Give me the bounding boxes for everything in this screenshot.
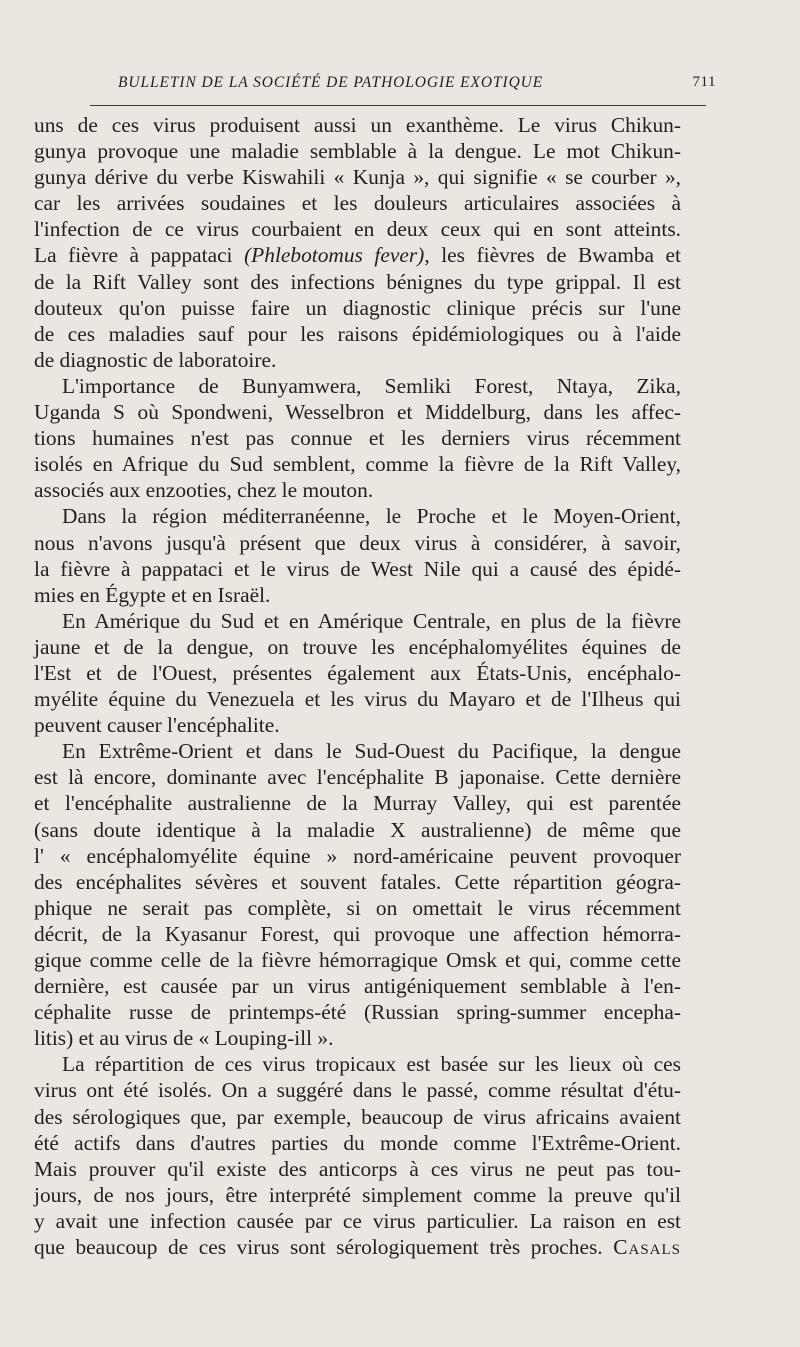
text-line: Dans la région méditerranéenne, le Proche et le Moyen-Orient, <box>62 504 681 529</box>
text-line: la fièvre à pappataci et le virus de West Nile qui a causé des épidé- <box>34 556 681 581</box>
text-line: gunya dérive du verbe Kiswahili « Kunja », qui signifie « se courber », <box>34 165 681 190</box>
text-line: Mais prouver qu'il existe des anticorps à ces virus ne peut pas tou- <box>34 1156 681 1181</box>
text-line <box>34 1234 681 1260</box>
text-line: En Extrême-Orient et dans le Sud-Ouest du Pacifique, la dengue <box>62 739 681 764</box>
body-text <box>34 112 681 1260</box>
text-line: dernière, est causée par un virus antigéniquement semblable à l'en- <box>34 974 681 999</box>
text-line: été actifs dans d'autres parties du monde comme l'Extrême-Orient. <box>34 1130 681 1155</box>
text-line <box>34 242 681 268</box>
text-line: est là encore, dominante avec l'encéphalite B japonaise. Cette dernière <box>34 765 681 790</box>
text-line: des sérologiques que, par exemple, beaucoup de virus africains avaient <box>34 1104 681 1129</box>
text-line: peuvent causer l'encéphalite. <box>34 713 280 738</box>
text-line: gique comme celle de la fièvre hémorragique Omsk et qui, comme cette <box>34 948 681 972</box>
header-rule <box>90 105 706 106</box>
text-line: de la Rift Valley sont des infections bénignes du type grippal. Il est <box>34 269 681 294</box>
text-line: mies en Égypte et en Israël. <box>34 582 271 607</box>
text-line: myélite équine du Venezuela et les virus du Mayaro et de l'Ilheus qui <box>34 687 681 712</box>
text-line: l'infection de ce virus courbaient en deux ceux qui en sont atteints. <box>34 217 681 242</box>
text-line: y avait une infection causée par ce virus particulier. La raison en est <box>34 1208 681 1233</box>
text-line: et l'encéphalite australienne de la Murray Valley, qui est parentée <box>34 791 681 816</box>
text-run: La fièvre à pappataci <box>34 243 245 268</box>
text-line: céphalite russe de printemps-été (Russian spring-summer encepha- <box>34 1000 681 1025</box>
text-line: isolés en Afrique du Sud semblent, comme la fièvre de la Rift Valley, <box>34 452 681 477</box>
text-line: virus ont été isolés. On a suggéré dans le passé, comme résultat d'étu- <box>34 1078 681 1103</box>
text-line: litis) et au virus de « Louping-ill ». <box>34 1026 334 1051</box>
page-number: 711 <box>692 74 716 90</box>
text-line: car les arrivées soudaines et les douleurs articulaires associées à <box>34 191 681 216</box>
author-name: Casals <box>613 1235 681 1260</box>
running-head: BULLETIN DE LA SOCIÉTÉ DE PATHOLOGIE EXOTIQUE <box>118 74 544 91</box>
text-line: des encéphalites sévères et souvent fatales. Cette répartition géogra- <box>34 869 681 894</box>
text-line: tions humaines n'est pas connue et les derniers virus récemment <box>34 426 681 451</box>
text-line: jours, de nos jours, être interprété simplement comme la preuve qu'il <box>34 1182 681 1207</box>
text-line: La répartition de ces virus tropicaux est basée sur les lieux où ces <box>62 1052 681 1077</box>
text-run: , les fièvres de Bwamba et <box>424 243 681 268</box>
page-header <box>118 74 716 100</box>
italic-text: (Phlebotomus fever) <box>244 243 425 268</box>
text-line: nous n'avons jusqu'à présent que deux virus à considérer, à savoir, <box>34 530 681 555</box>
text-line: uns de ces virus produisent aussi un exanthème. Le virus Chikun- <box>34 113 681 137</box>
text-line: l' « encéphalomyélite équine » nord-américaine peuvent provoquer <box>34 843 681 868</box>
text-line: Uganda S où Spondweni, Wesselbron et Middelburg, dans les affec- <box>34 400 681 425</box>
text-line: phique ne serait pas complète, si on omettait le virus récemment <box>34 895 681 920</box>
text-line: associés aux enzooties, chez le mouton. <box>34 478 374 503</box>
text-line: gunya provoque une maladie semblable à la dengue. Le mot Chikun- <box>34 139 681 164</box>
text-line: de diagnostic de laboratoire. <box>34 347 277 372</box>
text-run: que beaucoup de ces virus sont sérologiquement très proches. <box>34 1235 614 1260</box>
text-line: décrit, de la Kyasanur Forest, qui provoque une affection hémorra- <box>34 921 681 946</box>
text-line: douteux qu'on puisse faire un diagnostic clinique précis sur l'une <box>34 295 681 320</box>
text-line: En Amérique du Sud et en Amérique Centrale, en plus de la fièvre <box>62 608 681 633</box>
text-line: (sans doute identique à la maladie X australienne) de même que <box>34 817 681 842</box>
text-line: L'importance de Bunyamwera, Semliki Forest, Ntaya, Zika, <box>62 373 681 398</box>
text-line: l'Est et de l'Ouest, présentes également aux États-Unis, encéphalo- <box>34 660 681 685</box>
text-line: de ces maladies sauf pour les raisons épidémiologiques ou à l'aide <box>34 321 681 346</box>
text-line: jaune et de la dengue, on trouve les encéphalomyélites équines de <box>34 634 681 659</box>
